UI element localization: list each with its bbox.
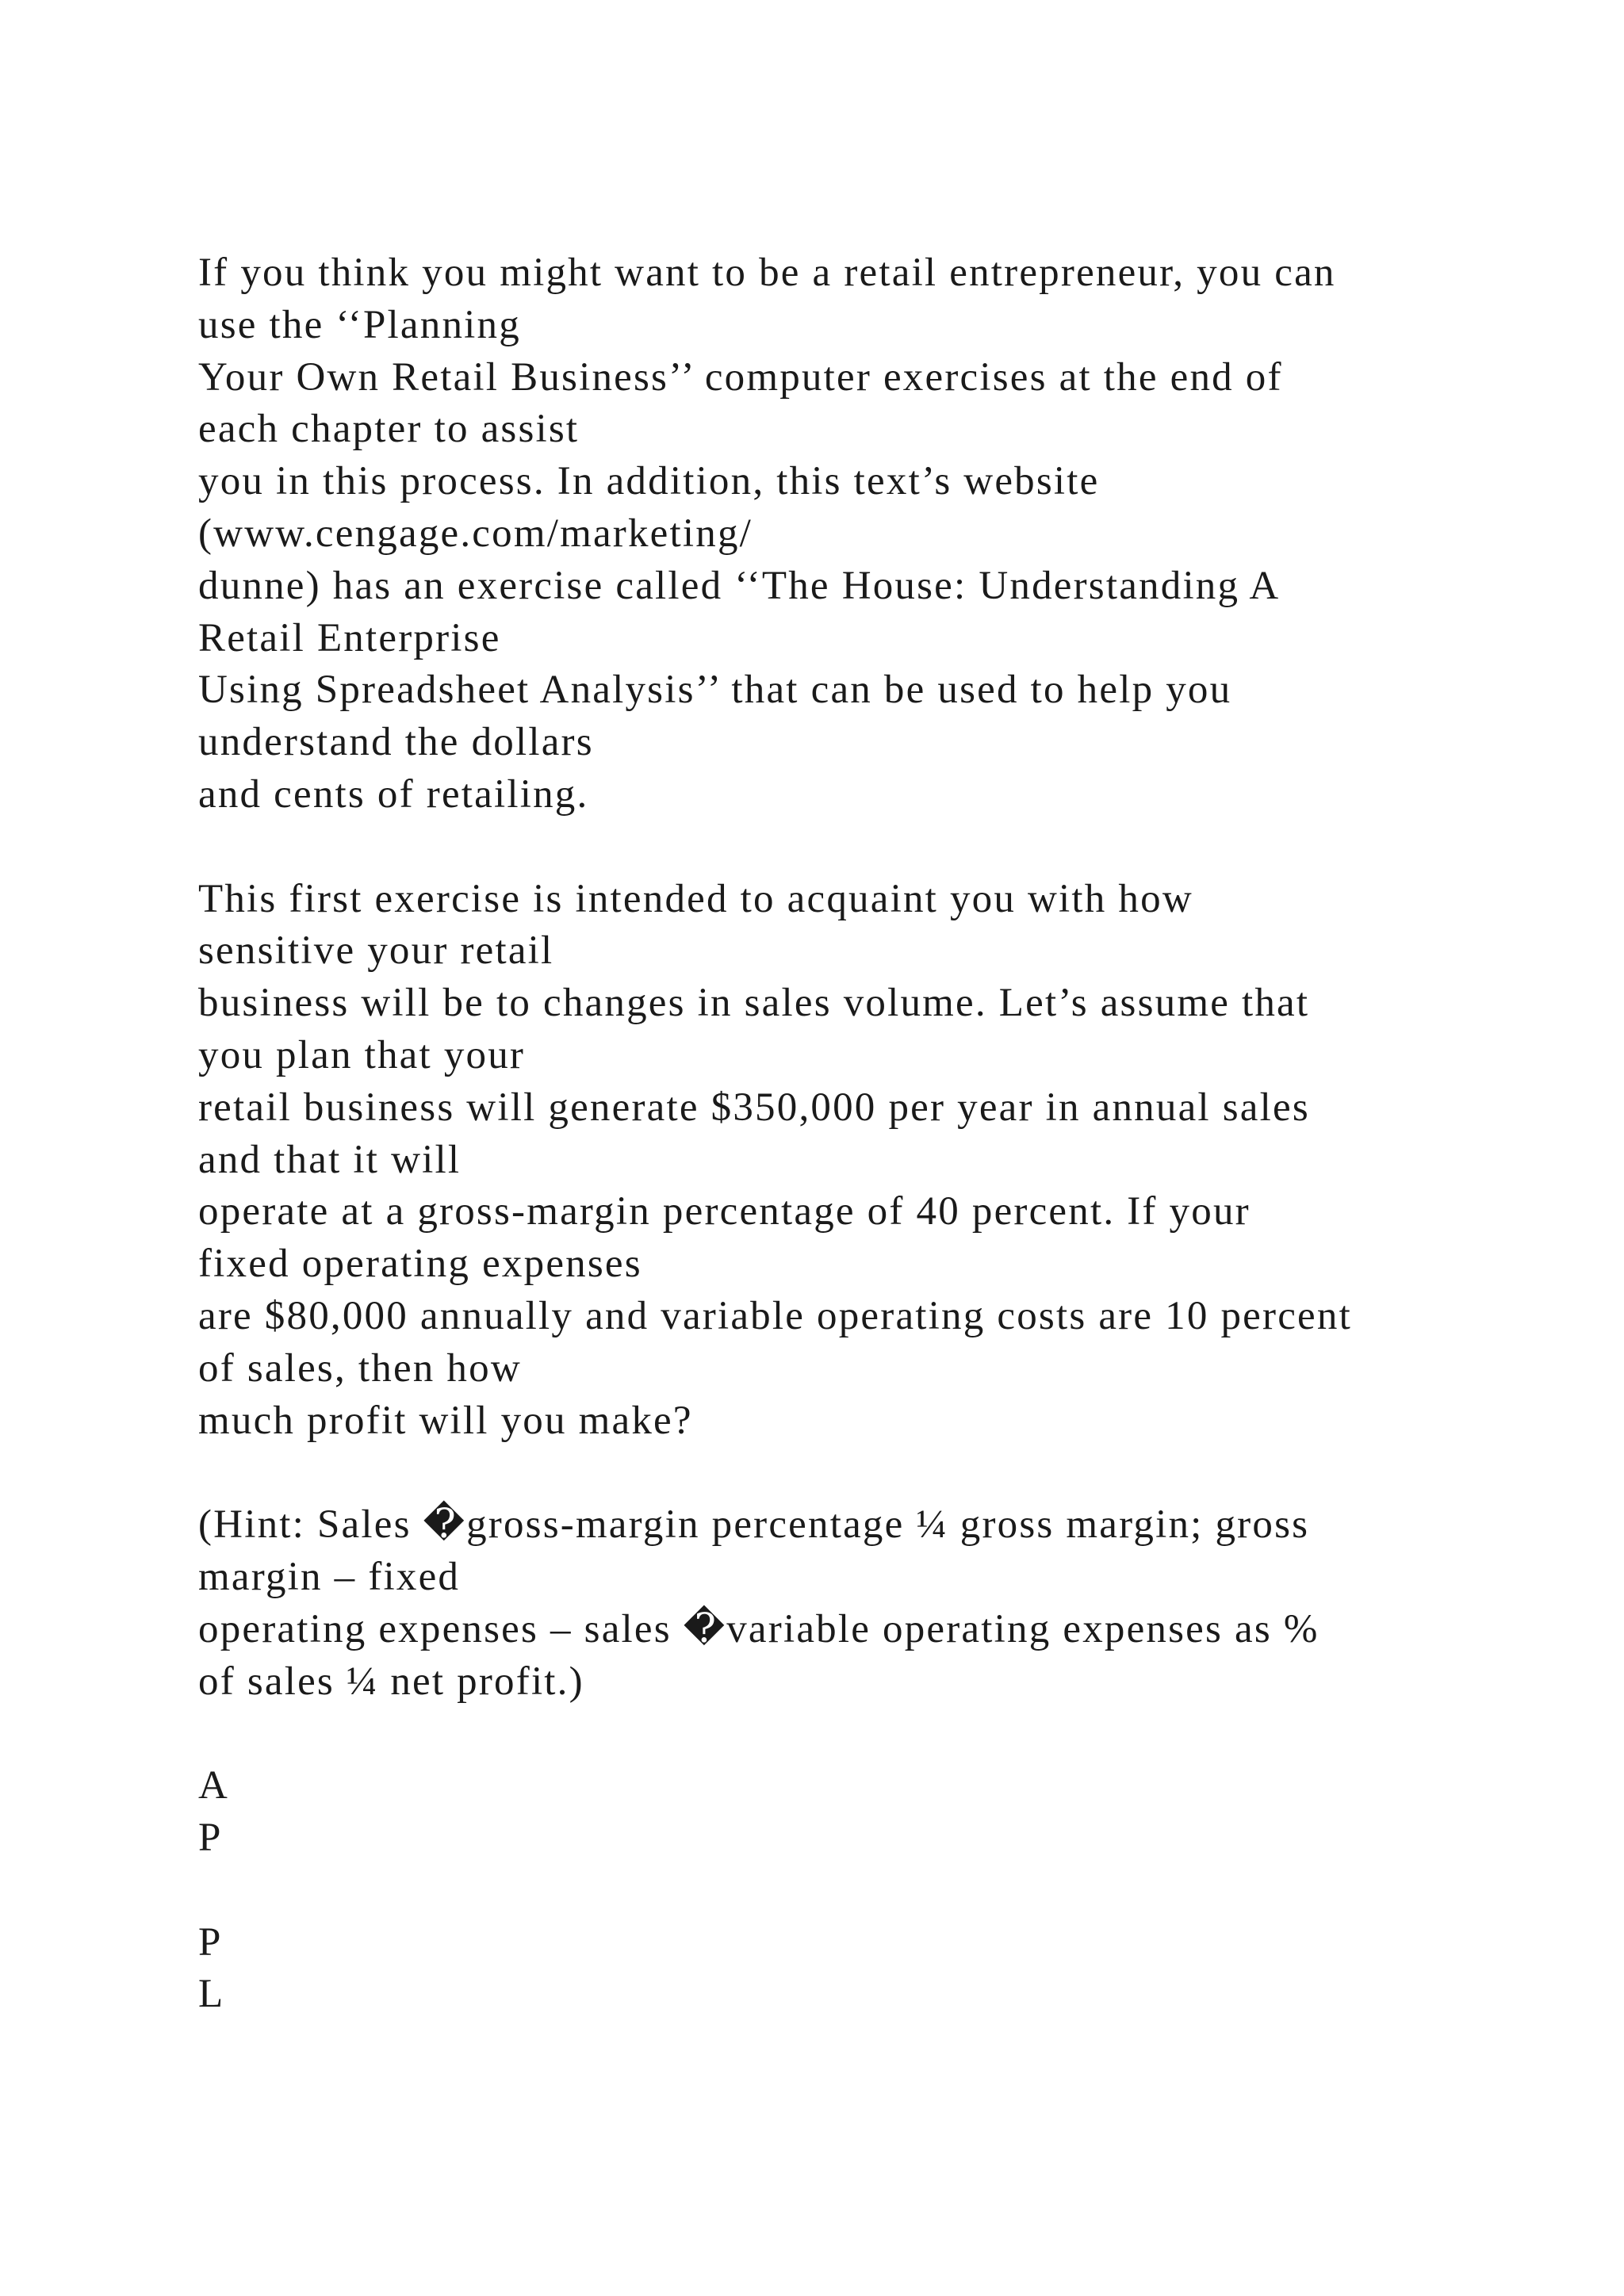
text-line: retail business will generate $350,000 per year in annual sales bbox=[198, 1085, 1310, 1130]
letter-line: A bbox=[198, 1763, 230, 1808]
text-line: margin – fixed bbox=[198, 1554, 461, 1599]
text-line: and that it will bbox=[198, 1137, 462, 1182]
document-body bbox=[198, 247, 1483, 2021]
text-line: you plan that your bbox=[198, 1032, 526, 1077]
text-line: each chapter to assist bbox=[198, 407, 580, 452]
text-line: operating expenses – sales �variable operating expenses as % bbox=[198, 1606, 1320, 1651]
letter-line: P bbox=[198, 1919, 223, 1965]
text-line: use the ‘‘Planning bbox=[198, 302, 521, 347]
paragraph-spacer bbox=[198, 1865, 1483, 1917]
text-line: and cents of retailing. bbox=[198, 771, 589, 817]
text-line: Your Own Retail Business’’ computer exercises at the end of bbox=[198, 354, 1283, 400]
paragraph-spacer bbox=[198, 1708, 1483, 1760]
letter-group bbox=[198, 1917, 1483, 2022]
letter-group bbox=[198, 1760, 1483, 1865]
text-line: This first exercise is intended to acquaint you with how bbox=[198, 876, 1193, 921]
text-line: dunne) has an exercise called ‘‘The House: Understanding A bbox=[198, 563, 1281, 608]
text-line: fixed operating expenses bbox=[198, 1242, 642, 1287]
text-line: sensitive your retail bbox=[198, 928, 554, 974]
text-line: of sales ¼ net profit.) bbox=[198, 1659, 584, 1704]
text-line: (www.cengage.com/marketing/ bbox=[198, 511, 753, 556]
text-line: operate at a gross-margin percentage of 40 percent. If your bbox=[198, 1189, 1251, 1234]
text-line: If you think you might want to be a retail entrepreneur, you can bbox=[198, 251, 1336, 295]
text-line: business will be to changes in sales volume. Let’s assume that bbox=[198, 981, 1310, 1026]
text-line: Using Spreadsheet Analysis’’ that can be used to help you bbox=[198, 668, 1232, 713]
paragraph-intro bbox=[198, 247, 1483, 821]
text-line: Retail Enterprise bbox=[198, 615, 501, 660]
text-line: of sales, then how bbox=[198, 1345, 522, 1391]
text-line: are $80,000 annually and variable operating costs are 10 percent bbox=[198, 1293, 1352, 1338]
paragraph-spacer bbox=[198, 1447, 1483, 1499]
letter-line: P bbox=[198, 1815, 223, 1860]
text-line: you in this process. In addition, this text’s website bbox=[198, 459, 1100, 504]
paragraph-spacer bbox=[198, 821, 1483, 874]
paragraph-exercise bbox=[198, 874, 1483, 1448]
text-line: much profit will you make? bbox=[198, 1398, 693, 1443]
text-line: understand the dollars bbox=[198, 720, 594, 765]
letter-line: L bbox=[198, 1972, 225, 2017]
paragraph-hint bbox=[198, 1499, 1483, 1708]
text-line: (Hint: Sales �gross-margin percentage ¼ gross margin; gross bbox=[198, 1502, 1310, 1548]
